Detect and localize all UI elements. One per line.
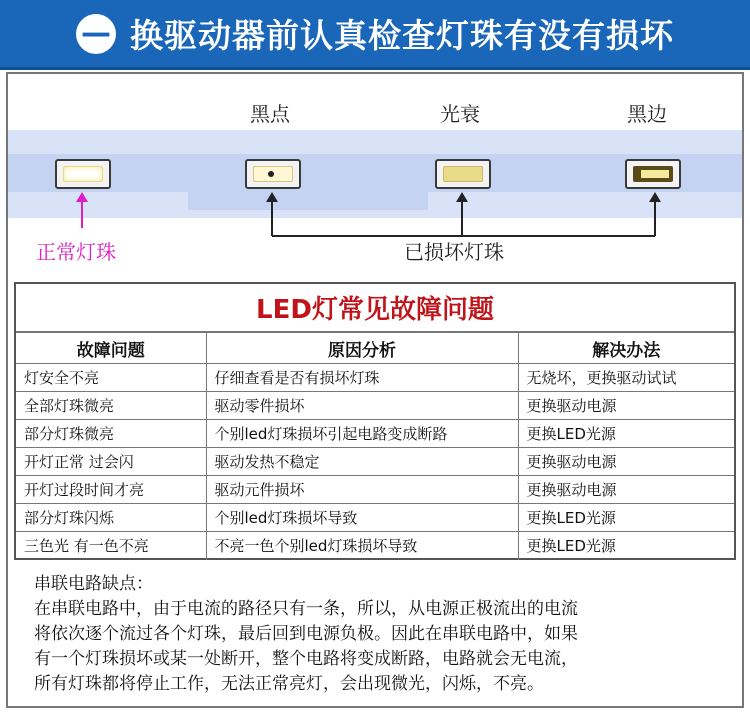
note-line: 有一个灯珠损坏或某一处断开，整个电路将变成断路，电路就会无电流， bbox=[34, 649, 578, 669]
cause-cell: 仔细查看是否有损坏灯珠 bbox=[206, 364, 518, 392]
column-header: 原因分析 bbox=[206, 333, 518, 364]
table-row bbox=[16, 420, 734, 448]
table-row bbox=[16, 364, 734, 392]
solution-cell: 更换LED光源 bbox=[518, 504, 734, 532]
cause-cell: 驱动元件损坏 bbox=[206, 476, 518, 504]
table-row bbox=[16, 392, 734, 420]
label-black-edge: 黑边 bbox=[627, 102, 667, 126]
solution-cell: 更换驱动电源 bbox=[518, 448, 734, 476]
section-number-icon: — bbox=[76, 14, 116, 54]
note-line: 在串联电路中，由于电流的路径只有一条，所以，从电源正极流出的电流 bbox=[34, 599, 578, 619]
fault-table bbox=[16, 332, 734, 560]
solution-cell: 更换驱动电源 bbox=[518, 392, 734, 420]
fault-table-panel bbox=[14, 282, 736, 560]
label-light-decay: 光衰 bbox=[440, 102, 480, 126]
cause-cell: 驱动零件损坏 bbox=[206, 392, 518, 420]
fault-cell: 全部灯珠微亮 bbox=[16, 392, 206, 420]
column-header: 解决办法 bbox=[518, 333, 734, 364]
banner-title: 换驱动器前认真检查灯珠有没有损坏 bbox=[130, 16, 674, 55]
note-line: 所有灯珠都将停止工作，无法正常亮灯，会出现微光，闪烁，不亮。 bbox=[34, 674, 544, 694]
table-header-row bbox=[16, 333, 734, 364]
cause-cell: 个别led灯珠损坏引起电路变成断路 bbox=[206, 420, 518, 448]
label-black-dot: 黑点 bbox=[250, 102, 290, 126]
series-circuit-note bbox=[34, 572, 724, 697]
note-line: 将依次逐个流过各个灯珠，最后回到电源负极。因此在串联电路中，如果 bbox=[34, 624, 578, 644]
normal-arrow bbox=[76, 192, 88, 228]
solution-cell: 更换LED光源 bbox=[518, 420, 734, 448]
table-row bbox=[16, 532, 734, 560]
broken-bracket bbox=[266, 192, 661, 236]
cause-cell: 不亮一色个别led灯珠损坏导致 bbox=[206, 532, 518, 560]
table-row bbox=[16, 448, 734, 476]
annotation-arrows bbox=[0, 0, 750, 260]
cause-cell: 个别led灯珠损坏导致 bbox=[206, 504, 518, 532]
column-header: 故障问题 bbox=[16, 333, 206, 364]
cause-cell: 驱动发热不稳定 bbox=[206, 448, 518, 476]
fault-cell: 开灯过段时间才亮 bbox=[16, 476, 206, 504]
fault-cell: 部分灯珠微亮 bbox=[16, 420, 206, 448]
broken-led-label: 已损坏灯珠 bbox=[404, 240, 504, 264]
fault-cell: 部分灯珠闪烁 bbox=[16, 504, 206, 532]
fault-cell: 三色光 有一色不亮 bbox=[16, 532, 206, 560]
note-heading: 串联电路缺点： bbox=[34, 574, 153, 594]
solution-cell: 更换LED光源 bbox=[518, 532, 734, 560]
fault-cell: 灯安全不亮 bbox=[16, 364, 206, 392]
table-row bbox=[16, 504, 734, 532]
solution-cell: 更换驱动电源 bbox=[518, 476, 734, 504]
fault-cell: 开灯正常 过会闪 bbox=[16, 448, 206, 476]
fault-table-title: LED灯常见故障问题 bbox=[16, 284, 734, 332]
solution-cell: 无烧坏，更换驱动试试 bbox=[518, 364, 734, 392]
table-row bbox=[16, 476, 734, 504]
normal-led-label: 正常灯珠 bbox=[36, 240, 116, 264]
